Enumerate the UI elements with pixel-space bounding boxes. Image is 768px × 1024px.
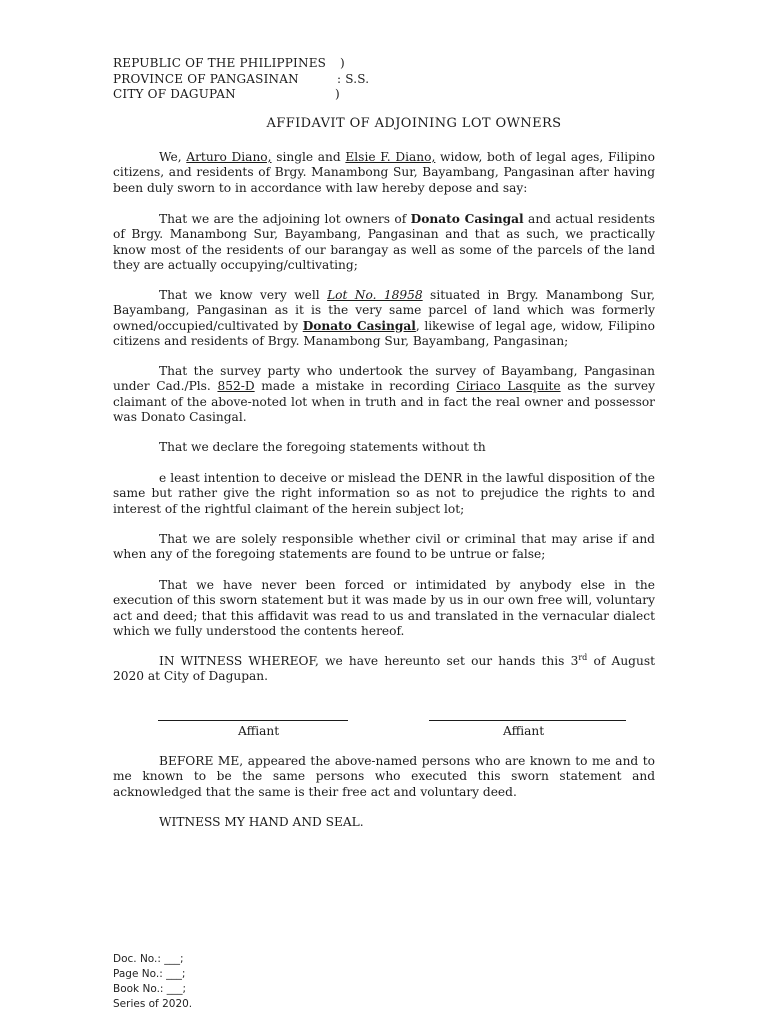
p2-text-a: That we are the adjoining lot owners of	[159, 212, 411, 226]
owner-name-underlined: Donato Casingal	[302, 318, 416, 333]
p3-text-c: , likewise of legal age, widow, Filipino citizens and residents of Brgy. Manambong Sur, Bayambang, Pangasinan;	[113, 318, 655, 348]
venue-line-province	[113, 71, 370, 88]
paragraph-not-forced: That we have never been forced or intimidated by anybody else in the execution of this sworn statement but it was made by us in our own free will, voluntary act and deed; that this affidavit was read to us and translated in the vernacular dialect which we fully understood the contents hereof.	[113, 578, 655, 638]
signature-line-right	[429, 720, 626, 721]
p1-text-b: single and	[271, 150, 346, 164]
day-ordinal-suffix: rd	[578, 652, 588, 662]
p3-text-b: situated in Brgy. Manambong Sur, Bayambang, Pangasinan as it is the very same parcel of land which was formerly owned/occupied/cultivated by	[113, 288, 655, 333]
venue-line-city	[113, 87, 340, 103]
paragraph-adjoining-owners	[113, 212, 655, 273]
p4-text-b: made a mistake in recording	[254, 379, 457, 394]
venue-line-city-text: CITY OF DAGUPAN	[113, 87, 236, 101]
venue-line-republic-bracket: )	[340, 56, 345, 70]
cad-number: 852-D	[217, 379, 255, 394]
signature-line-left	[158, 720, 348, 721]
series-year: Series of 2020.	[113, 998, 193, 1010]
document-title-wrap	[0, 116, 768, 131]
p1-text-c: widow, both of legal ages, Filipino citizens, and residents of Brgy. Manambong Sur, Bayambang, Pangasinan after having been duly sworn to in accordance with law hereby depose and say:	[113, 150, 655, 195]
survey-claimant: Ciriaco Lasquite	[456, 379, 561, 394]
page-number: Page No.: ___;	[113, 968, 186, 980]
paragraph-declare: That we declare the foregoing statements without th	[159, 440, 486, 454]
venue-line-republic	[113, 56, 345, 72]
paragraph-witness-whereof	[113, 654, 655, 685]
p4-text-a: That the survey party who undertook the survey of Bayambang, Pangasinan under Cad./Pls.	[113, 364, 655, 394]
affiant-name-1: Arturo Diano,	[186, 150, 272, 164]
p9-text-a: IN WITNESS WHEREOF, we have hereunto set our hands this 3	[159, 654, 579, 668]
doc-number: Doc. No.: ___;	[113, 953, 184, 965]
p9-text-b: of August 2020 at City of Dagupan.	[113, 654, 655, 684]
p4-text-c: as the survey claimant of the above-noted lot when in truth and in fact the real owner and possessor was Donato Casingal.	[113, 379, 655, 424]
document-title: AFFIDAVIT OF ADJOINING LOT OWNERS	[266, 116, 562, 131]
paragraph-lot	[113, 288, 655, 349]
book-number: Book No.: ___;	[113, 983, 187, 995]
lot-number: Lot No. 18958	[327, 288, 423, 302]
p1-text-a: We,	[159, 150, 187, 164]
paragraph-before-me: BEFORE ME, appeared the above-named persons who are known to me and to me known to be the same persons who executed this sworn statement and acknowledged that the same is their free act and voluntary deed.	[113, 754, 655, 799]
paragraph-affiants	[113, 150, 655, 196]
venue-line-province-text: PROVINCE OF PANGASINAN	[113, 71, 299, 86]
paragraph-survey	[113, 364, 655, 425]
venue-line-province-ss: : S.S.	[337, 71, 370, 86]
venue-block	[113, 56, 370, 103]
p2-text-b: and actual residents of Brgy. Manambong Sur, Bayambang, Pangasinan and that as such, we practically know most of the residents of our barangay as well as some of the parcels of the land they are actually occupying/cultivating;	[113, 212, 655, 272]
paragraph-intention: e least intention to deceive or mislead the DENR in the lawful disposition of the same but rather give the right information so as not to prejudice the rights to and interest of the rightful claimant of the herein subject lot;	[113, 471, 655, 516]
venue-line-republic-text: REPUBLIC OF THE PHILIPPINES	[113, 56, 327, 70]
p3-text-a: That we know very well	[159, 288, 328, 302]
paragraph-witness-seal: WITNESS MY HAND AND SEAL.	[159, 815, 364, 829]
signature-label-right: Affiant	[503, 724, 545, 738]
paragraph-responsible: That we are solely responsible whether civil or criminal that may arise if and when any of the foregoing statements are found to be untrue or false;	[113, 532, 655, 562]
owner-name-bold: Donato Casingal	[410, 212, 524, 226]
notarial-register-block	[113, 952, 192, 1012]
signature-label-left: Affiant	[238, 724, 280, 738]
venue-line-city-bracket: )	[335, 87, 340, 101]
affiant-name-2: Elsie F. Diano,	[345, 150, 436, 164]
